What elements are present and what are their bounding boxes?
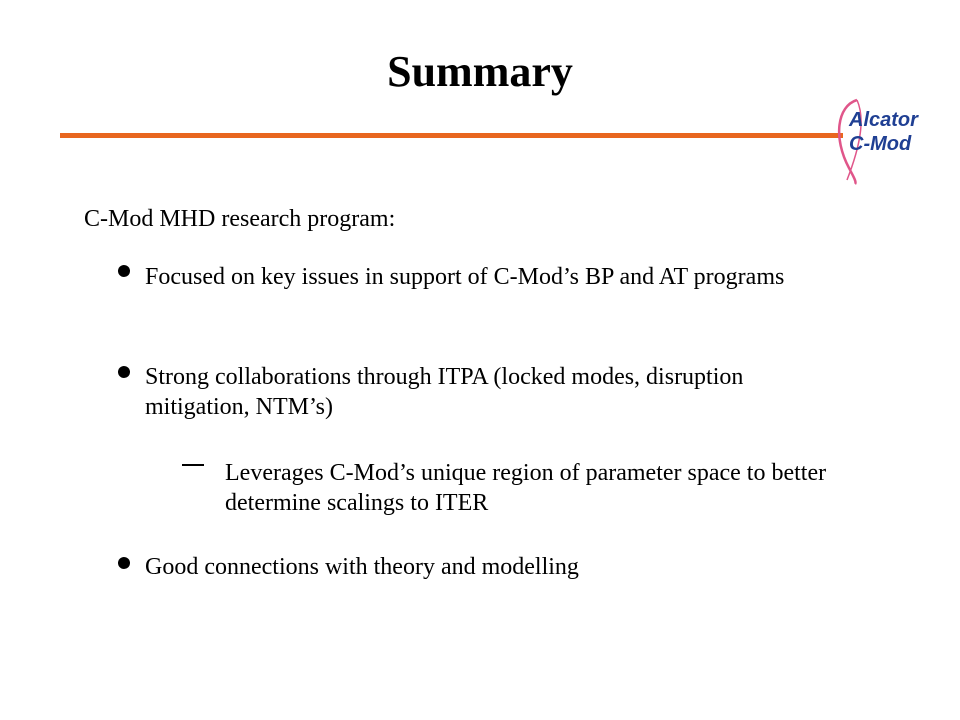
bullet-item: Focused on key issues in support of C-Mod’s BP and AT programs — [145, 264, 785, 290]
bullet-dot — [118, 366, 130, 378]
title-underline — [60, 133, 843, 138]
bullet-item: Good connections with theory and modelling — [145, 554, 579, 580]
intro-text: C-Mod MHD research program: — [84, 206, 396, 232]
bullet-item: Strong collaborations through ITPA (locked modes, disruption mitigation, NTM’s) — [145, 364, 744, 420]
bullet-dot — [118, 265, 130, 277]
sub-bullet-item: Leverages C-Mod’s unique region of parameter space to better determine scalings to ITER — [225, 460, 827, 516]
logo-text-line2: C-Mod — [849, 133, 912, 155]
alcator-cmod-logo — [835, 98, 935, 186]
logo-text-line1: Alcator — [849, 109, 918, 131]
slide-title: Summary — [387, 47, 573, 96]
bullet-dot — [118, 557, 130, 569]
sub-bullet-dash — [182, 464, 204, 466]
